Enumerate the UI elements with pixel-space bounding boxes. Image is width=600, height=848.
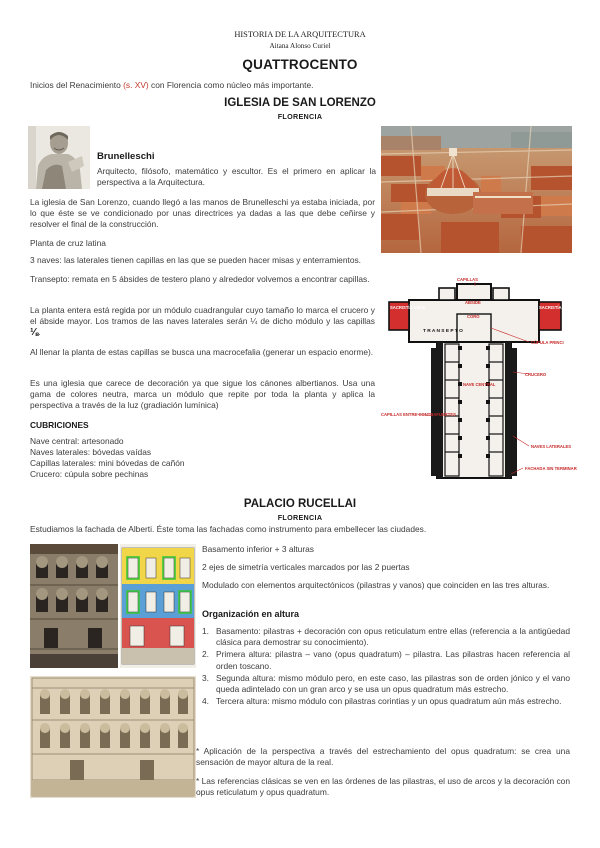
cubricion-1: Nave central: artesonado: [30, 436, 124, 446]
level-number: 1.: [202, 626, 209, 636]
plan-label-sacristia-nueva: SACRISTÍA NUEVA: [539, 305, 577, 310]
level-item: [202, 626, 570, 648]
intro-before: Inicios del Renacimiento: [30, 80, 124, 90]
rucellai-city: FLORENCIA: [277, 513, 323, 522]
section-title-quattrocento: QUATTROCENTO: [242, 57, 358, 72]
rucellai-module: Modulado con elementos arquitectónicos (pilastras y vanos) que coinciden en las tres alturas.: [202, 580, 550, 590]
san-lorenzo-aerial-photo: [381, 126, 572, 253]
level-item: [202, 649, 570, 671]
level-text: Basamento: pilastras + decoración con opus reticulatum entre ellas (referencia a la antigüedad clásica para demostrar su conocimiento).: [216, 626, 570, 648]
cubricion-3: Capillas laterales: mini bóvedas de cañón: [30, 458, 185, 468]
level-number: 2.: [202, 649, 209, 660]
plan-label-nave-central: NAVE CENTRAL: [463, 382, 496, 387]
classical-note: * Las referencias clásicas se ven en las órdenes de las pilastras, el uso de arcos y la decoración con opus reticulatum y opus quadratum.: [196, 776, 570, 798]
level-item: [202, 673, 570, 695]
plan-label-transepto: T R A N S E P T O: [423, 329, 463, 334]
architect-name: Brunelleschi: [97, 151, 155, 162]
cubricion-4: Crucero: cúpula sobre pechinas: [30, 469, 149, 479]
level-text: Primera altura: pilastra – vano (opus quadratum) – pilastra. Las pilastras hacen referencia al orden toscano.: [216, 649, 570, 671]
lorenzo-macrocefalia: Al llenar la planta de estas capillas se busca una macrocefalia (generar un espacio enorme).: [30, 347, 374, 357]
rucellai-facade-photo: [30, 544, 118, 668]
level-item: [202, 696, 570, 707]
author-name: Aitana Alonso Curiel: [269, 42, 331, 50]
plan-label-crucero: CRUCERO: [525, 372, 547, 377]
rucellai-levels: Basamento inferior + 3 alturas: [202, 544, 314, 554]
plan-label-fachada: FACHADA SIN TERMINAR: [525, 466, 577, 471]
organization-title: Organización en altura: [202, 609, 300, 619]
lorenzo-paragraph-1: La iglesia de San Lorenzo, cuando llegó a las manos de Brunelleschi ya estaba iniciada, por lo que éste se ve condicionado por unas directrices ya dadas a las que debe ceñirse y resolver el final de la construcción.: [30, 197, 375, 230]
rucellai-axes: 2 ejes de simetría verticales marcados por las 2 puertas: [202, 562, 410, 572]
intro-text: [30, 80, 570, 91]
level-text: Tercera altura: mismo módulo con pilastras corintias y un opus quadratum aún más estrecho.: [216, 696, 562, 707]
plan-label-abside: ÁBSIDE: [465, 300, 481, 305]
module-text: La planta entera está regida por un módulo cuadrangular cuyo tamaño lo marca el crucero y el ábside mayor. Los tramos de las naves laterales serán ¼ de dicho módulo y las capillas: [30, 305, 375, 327]
lorenzo-naves: 3 naves: las laterales tienen capillas en las que se pueden hacer misas y enterramientos.: [30, 255, 362, 265]
architect-description: Arquitecto, filósofo, matemático y escultor. Es el primero en aplicar la perspectiva a la Arquitectura.: [97, 166, 376, 188]
perspective-note: * Aplicación de la perspectiva a través del estrechamiento del opus quadratum: se crea una sensación de mayor altura de la real.: [196, 746, 570, 768]
plan-label-naves-laterales: NAVES LATERALES: [531, 444, 572, 449]
levels-list: [202, 626, 570, 707]
level-text: Segunda altura: mismo módulo pero, en este caso, las pilastras son de orden jónico y el vano queda adintelado con un gran arco y se usa un opus quadratum más estrecho.: [216, 672, 570, 695]
brunelleschi-statue-image: [28, 126, 90, 189]
lorenzo-plan-type: Planta de cruz latina: [30, 238, 106, 248]
cubriciones-title: CUBRICIONES: [30, 420, 89, 430]
plan-label-sacristia-vieja: SACRISTÍA VIEJA: [390, 305, 426, 310]
level-number: 3.: [202, 672, 209, 683]
level-number: 4.: [202, 696, 209, 707]
rucellai-engraving: [30, 676, 196, 798]
plan-label-capillas: CAPILLAS: [457, 277, 478, 282]
rucellai-colored-elevation: [120, 544, 196, 668]
rucellai-title: PALACIO RUCELLAI: [243, 498, 357, 510]
san-lorenzo-floor-plan: [379, 276, 577, 484]
plan-label-cupula: CÚPULA PRINCI: [531, 340, 564, 345]
intro-after: con Florencia como núcleo más importante.: [148, 80, 314, 90]
lorenzo-module: [30, 305, 375, 339]
lorenzo-decoration: Es una iglesia que carece de decoración ya que sigue los cánones albertianos. Usa una gama de colores neutra, marca un módulo que repite por toda la planta y aplica la perspectiva a través de la luz (gradiación lumínica): [30, 378, 375, 411]
lorenzo-transepto: Transepto: remata en 5 ábsides de testero plano y alrededor volvemos a encontrar capillas.: [30, 274, 370, 284]
cubricion-2: Naves laterales: bóvedas vaídas: [30, 447, 152, 457]
module-end: .: [38, 327, 41, 338]
lorenzo-city: FLORENCIA: [277, 112, 323, 121]
rucellai-intro: Estudiamos la fachada de Alberti. Éste toma las fachadas como instrumento para embellecer las ciudades.: [30, 524, 427, 534]
intro-highlight: (s. XV): [123, 80, 149, 90]
plan-label-coro: CORO: [467, 314, 480, 319]
lorenzo-title: IGLESIA DE SAN LORENZO: [224, 97, 376, 109]
plan-label-capillas-entre: CAPILLAS ENTRE CONTRAFUERTES: [381, 412, 456, 417]
module-fraction: ⅛: [30, 327, 39, 339]
course-title: HISTORIA DE LA ARQUITECTURA: [234, 30, 366, 39]
